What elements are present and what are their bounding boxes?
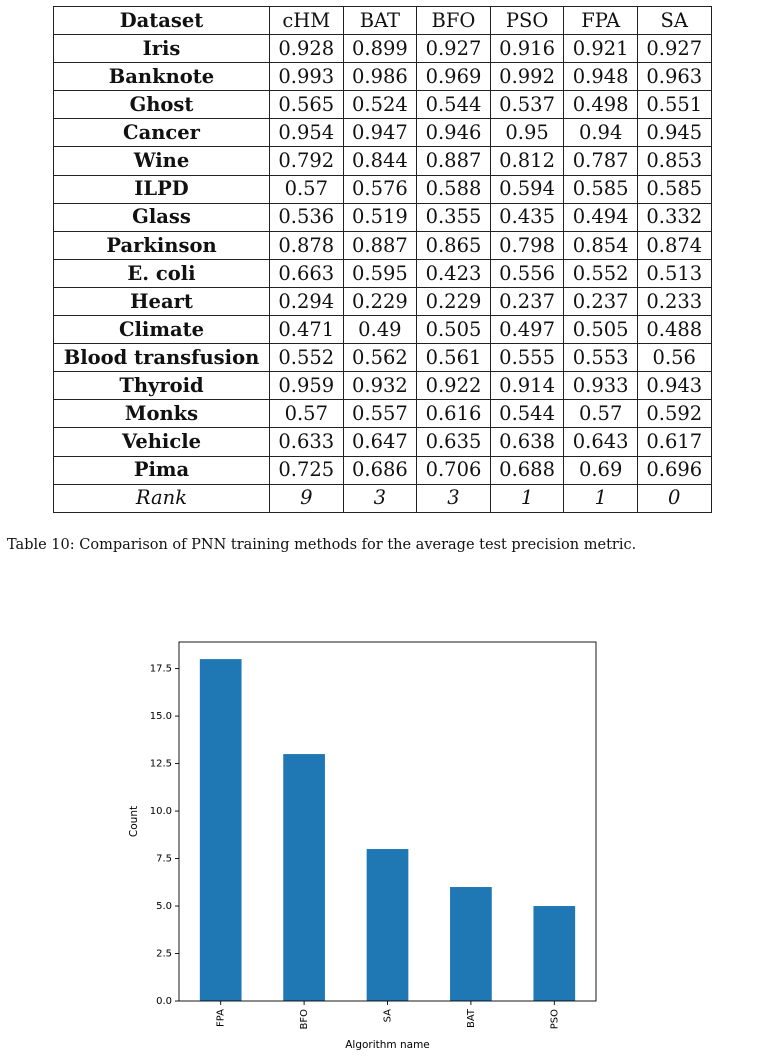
column-header: Dataset: [54, 7, 270, 35]
table-row: [54, 147, 712, 175]
table-row: [54, 344, 712, 372]
plot-frame: [179, 642, 596, 1001]
table-caption: Table 10: Comparison of PNN training methods for the average test precision metric.: [7, 537, 637, 553]
value-cell: 0.706: [417, 456, 491, 484]
column-header: BFO: [417, 7, 491, 35]
dataset-cell: Wine: [54, 147, 270, 175]
value-cell: 0.471: [270, 316, 344, 344]
value-cell: 0.993: [270, 63, 344, 91]
dataset-cell: Iris: [54, 35, 270, 63]
rank-value-cell: 3: [343, 484, 417, 512]
value-cell: 0.696: [637, 456, 711, 484]
y-tick-label: 15.0: [149, 711, 172, 723]
dataset-cell: Heart: [54, 287, 270, 315]
value-cell: 0.588: [417, 175, 491, 203]
value-cell: 0.916: [490, 35, 564, 63]
dataset-cell: Climate: [54, 316, 270, 344]
table-row: [54, 175, 712, 203]
table-row: [54, 372, 712, 400]
bar-sa: [367, 849, 409, 1001]
table-row: [54, 203, 712, 231]
y-tick-label: 0.0: [156, 996, 172, 1007]
value-cell: 0.633: [270, 428, 344, 456]
value-cell: 0.49: [343, 316, 417, 344]
rank-value-cell: 9: [270, 484, 344, 512]
value-cell: 0.914: [490, 372, 564, 400]
value-cell: 0.635: [417, 428, 491, 456]
x-tick-label: BFO: [299, 1009, 311, 1030]
rank-value-cell: 1: [490, 484, 564, 512]
value-cell: 0.927: [637, 35, 711, 63]
table-row: [54, 231, 712, 259]
value-cell: 0.544: [417, 91, 491, 119]
y-tick-label: 10.0: [149, 806, 172, 818]
table-row: [54, 428, 712, 456]
table-row: [54, 119, 712, 147]
y-tick-label: 2.5: [156, 948, 172, 960]
y-tick-label: 12.5: [149, 758, 172, 770]
bar-bat: [450, 887, 492, 1001]
value-cell: 0.551: [637, 91, 711, 119]
value-cell: 0.943: [637, 372, 711, 400]
value-cell: 0.798: [490, 231, 564, 259]
dataset-cell: Vehicle: [54, 428, 270, 456]
table-row: [54, 91, 712, 119]
dataset-cell: ILPD: [54, 175, 270, 203]
value-cell: 0.294: [270, 287, 344, 315]
table-row: [54, 456, 712, 484]
value-cell: 0.561: [417, 344, 491, 372]
value-cell: 0.927: [417, 35, 491, 63]
value-cell: 0.233: [637, 287, 711, 315]
value-cell: 0.505: [564, 316, 638, 344]
value-cell: 0.69: [564, 456, 638, 484]
value-cell: 0.585: [637, 175, 711, 203]
value-cell: 0.594: [490, 175, 564, 203]
column-header: FPA: [564, 7, 638, 35]
value-cell: 0.513: [637, 259, 711, 287]
value-cell: 0.57: [564, 400, 638, 428]
bar-bfo: [283, 754, 325, 1001]
x-tick-label: SA: [382, 1009, 394, 1023]
value-cell: 0.725: [270, 456, 344, 484]
value-cell: 0.552: [270, 344, 344, 372]
dataset-cell: Parkinson: [54, 231, 270, 259]
bar-fpa: [200, 659, 242, 1001]
value-cell: 0.435: [490, 203, 564, 231]
value-cell: 0.229: [343, 287, 417, 315]
rank-row: [54, 484, 712, 512]
value-cell: 0.556: [490, 259, 564, 287]
value-cell: 0.792: [270, 147, 344, 175]
bar-pso: [533, 906, 575, 1001]
value-cell: 0.933: [564, 372, 638, 400]
y-axis-label: Count: [128, 805, 140, 838]
rank-label-cell: Rank: [54, 484, 270, 512]
y-tick-label: 17.5: [149, 663, 172, 675]
table-row: [54, 316, 712, 344]
value-cell: 0.355: [417, 203, 491, 231]
value-cell: 0.237: [564, 287, 638, 315]
dataset-cell: Pima: [54, 456, 270, 484]
value-cell: 0.928: [270, 35, 344, 63]
x-axis-label: Algorithm name: [345, 1039, 430, 1051]
value-cell: 0.954: [270, 119, 344, 147]
value-cell: 0.922: [417, 372, 491, 400]
dataset-cell: Glass: [54, 203, 270, 231]
value-cell: 0.497: [490, 316, 564, 344]
value-cell: 0.663: [270, 259, 344, 287]
value-cell: 0.229: [417, 287, 491, 315]
value-cell: 0.899: [343, 35, 417, 63]
value-cell: 0.552: [564, 259, 638, 287]
value-cell: 0.332: [637, 203, 711, 231]
value-cell: 0.544: [490, 400, 564, 428]
value-cell: 0.94: [564, 119, 638, 147]
value-cell: 0.853: [637, 147, 711, 175]
value-cell: 0.787: [564, 147, 638, 175]
value-cell: 0.617: [637, 428, 711, 456]
value-cell: 0.844: [343, 147, 417, 175]
value-cell: 0.887: [343, 231, 417, 259]
column-header: SA: [637, 7, 711, 35]
table-row: [54, 63, 712, 91]
value-cell: 0.812: [490, 147, 564, 175]
value-cell: 0.616: [417, 400, 491, 428]
rank-value-cell: 3: [417, 484, 491, 512]
value-cell: 0.57: [270, 400, 344, 428]
value-cell: 0.524: [343, 91, 417, 119]
value-cell: 0.565: [270, 91, 344, 119]
rank-value-cell: 1: [564, 484, 638, 512]
value-cell: 0.585: [564, 175, 638, 203]
results-table: [53, 6, 712, 513]
column-header: BAT: [343, 7, 417, 35]
column-header: cHM: [270, 7, 344, 35]
value-cell: 0.643: [564, 428, 638, 456]
dataset-cell: Blood transfusion: [54, 344, 270, 372]
dataset-cell: E. coli: [54, 259, 270, 287]
value-cell: 0.647: [343, 428, 417, 456]
value-cell: 0.921: [564, 35, 638, 63]
value-cell: 0.505: [417, 316, 491, 344]
value-cell: 0.237: [490, 287, 564, 315]
value-cell: 0.519: [343, 203, 417, 231]
value-cell: 0.57: [270, 175, 344, 203]
table-row: [54, 259, 712, 287]
value-cell: 0.498: [564, 91, 638, 119]
rank-value-cell: 0: [637, 484, 711, 512]
value-cell: 0.932: [343, 372, 417, 400]
y-tick-label: 7.5: [156, 853, 172, 865]
value-cell: 0.494: [564, 203, 638, 231]
x-tick-label: PSO: [549, 1009, 561, 1030]
table-row: [54, 287, 712, 315]
value-cell: 0.947: [343, 119, 417, 147]
value-cell: 0.878: [270, 231, 344, 259]
value-cell: 0.557: [343, 400, 417, 428]
value-cell: 0.969: [417, 63, 491, 91]
table-body: [54, 35, 712, 513]
dataset-cell: Cancer: [54, 119, 270, 147]
table-header-row: [54, 7, 712, 35]
table-row: [54, 400, 712, 428]
value-cell: 0.562: [343, 344, 417, 372]
value-cell: 0.688: [490, 456, 564, 484]
x-tick-label: BAT: [465, 1009, 477, 1029]
x-tick-label: FPA: [215, 1009, 227, 1027]
value-cell: 0.959: [270, 372, 344, 400]
value-cell: 0.986: [343, 63, 417, 91]
value-cell: 0.555: [490, 344, 564, 372]
value-cell: 0.536: [270, 203, 344, 231]
value-cell: 0.553: [564, 344, 638, 372]
value-cell: 0.595: [343, 259, 417, 287]
value-cell: 0.946: [417, 119, 491, 147]
value-cell: 0.963: [637, 63, 711, 91]
column-header: PSO: [490, 7, 564, 35]
value-cell: 0.56: [637, 344, 711, 372]
dataset-cell: Thyroid: [54, 372, 270, 400]
dataset-cell: Banknote: [54, 63, 270, 91]
table-row: [54, 35, 712, 63]
value-cell: 0.854: [564, 231, 638, 259]
value-cell: 0.948: [564, 63, 638, 91]
dataset-cell: Monks: [54, 400, 270, 428]
dataset-cell: Ghost: [54, 91, 270, 119]
value-cell: 0.865: [417, 231, 491, 259]
value-cell: 0.592: [637, 400, 711, 428]
value-cell: 0.887: [417, 147, 491, 175]
value-cell: 0.874: [637, 231, 711, 259]
value-cell: 0.686: [343, 456, 417, 484]
value-cell: 0.576: [343, 175, 417, 203]
value-cell: 0.992: [490, 63, 564, 91]
value-cell: 0.488: [637, 316, 711, 344]
y-tick-label: 5.0: [156, 901, 172, 913]
value-cell: 0.537: [490, 91, 564, 119]
value-cell: 0.638: [490, 428, 564, 456]
value-cell: 0.945: [637, 119, 711, 147]
value-cell: 0.95: [490, 119, 564, 147]
value-cell: 0.423: [417, 259, 491, 287]
